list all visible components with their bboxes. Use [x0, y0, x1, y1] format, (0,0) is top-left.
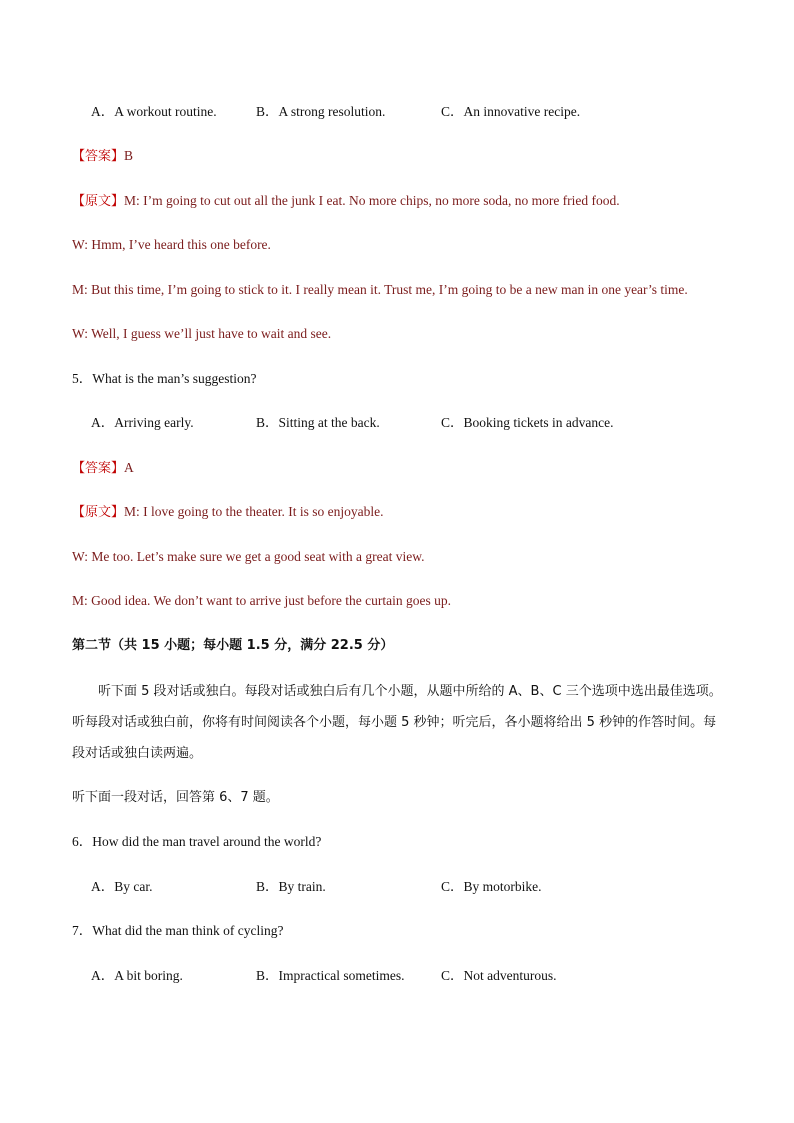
answer-value: A	[124, 460, 134, 475]
q5-transcript-line-2: W: Me too. Let’s make sure we get a good seat with a great view.	[72, 549, 425, 564]
section-instructions: 听下面 5 段对话或独白。每段对话或独白后有几个小题，从题中所给的 A、B、C 三个选项中选出最佳选项。听每段对话或独白前，你将有时间阅读各个小题，每小题 5 秒钟；听完后，各小题将给出 5 秒钟的作答时间。每段对话或独白读两遍。	[72, 684, 722, 761]
q4-answer	[72, 147, 133, 166]
q6-option-b: B．By train.	[256, 879, 326, 894]
answer-tag: 【答案】	[72, 149, 125, 164]
q6-option-a: A．By car.	[91, 879, 153, 894]
q6-option-c: C．By motorbike.	[441, 879, 542, 894]
transcript-tag: 【原文】	[72, 505, 125, 520]
q7-option-b: B．Impractical sometimes.	[256, 968, 405, 983]
q5-answer	[72, 459, 134, 478]
answer-value: B	[124, 148, 134, 163]
q5-transcript-line-3: M: Good idea. We don’t want to arrive just before the curtain goes up.	[72, 593, 451, 608]
q4-transcript-line-4: W: Well, I guess we’ll just have to wait and see.	[72, 326, 332, 341]
dialogue-lead: 听下面一段对话，回答第 6、7 题。	[72, 790, 279, 805]
q4-option-b: B．A strong resolution.	[256, 104, 386, 119]
q7-question: 7．What did the man think of cycling?	[72, 923, 284, 938]
q4-transcript-line-2: W: Hmm, I’ve heard this one before.	[72, 237, 271, 252]
transcript-text: M: I’m going to cut out all the junk I eat. No more chips, no more soda, no more fried food.	[124, 193, 620, 208]
q7-option-c: C．Not adventurous.	[441, 968, 557, 983]
q4-option-c: C．An innovative recipe.	[441, 104, 581, 119]
q4-transcript-line-3: M: But this time, I’m going to stick to it. I really mean it. Trust me, I’m going to be a new man in one year’s time.	[72, 282, 688, 297]
q4-transcript-line-1	[72, 192, 620, 211]
q5-option-a: A．Arriving early.	[91, 415, 194, 430]
transcript-tag: 【原文】	[72, 194, 125, 209]
q5-option-b: B．Sitting at the back.	[256, 415, 380, 430]
q7-options	[91, 967, 731, 985]
q5-options	[91, 414, 731, 432]
section-heading: 第二节（共 15 小题；每小题 1.5 分，满分 22.5 分）	[72, 638, 394, 653]
q5-transcript-line-1	[72, 503, 383, 522]
q7-option-a: A．A bit boring.	[91, 968, 183, 983]
answer-tag: 【答案】	[72, 461, 125, 476]
q5-question: 5．What is the man’s suggestion?	[72, 371, 257, 386]
q6-question: 6．How did the man travel around the world?	[72, 834, 322, 849]
transcript-text: M: I love going to the theater. It is so enjoyable.	[124, 504, 384, 519]
q5-option-c: C．Booking tickets in advance.	[441, 415, 614, 430]
q4-option-a: A．A workout routine.	[91, 104, 217, 119]
q4-options	[91, 103, 731, 121]
q6-options	[91, 878, 731, 896]
